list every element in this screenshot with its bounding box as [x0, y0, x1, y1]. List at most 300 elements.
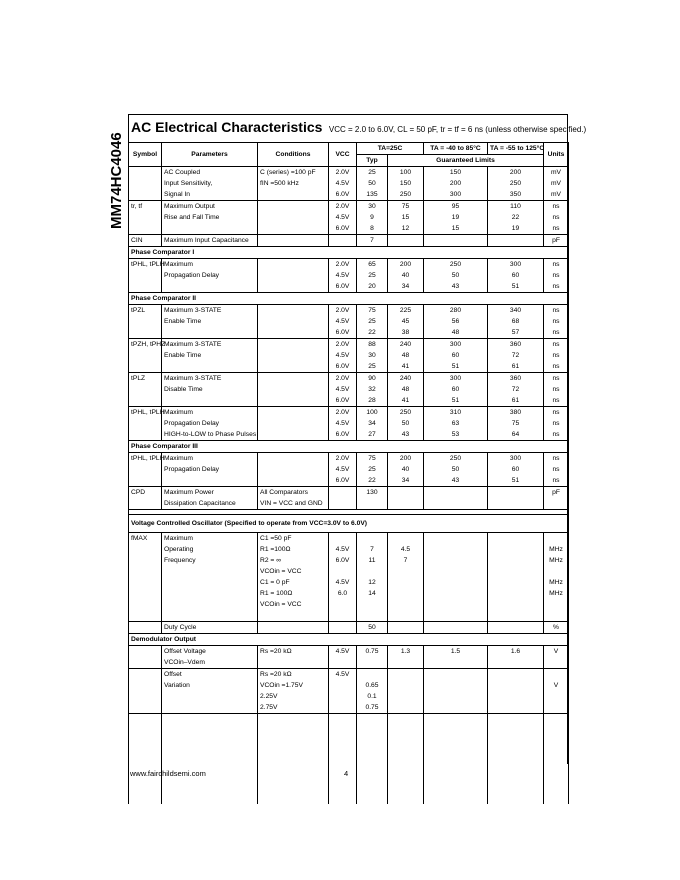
typ-value: 75	[368, 307, 376, 314]
l25-cell	[388, 235, 424, 247]
typ-cell	[357, 669, 388, 714]
vcc-cell	[329, 373, 357, 407]
l85-cell	[424, 339, 488, 373]
limit-125-value	[490, 657, 541, 668]
parameter-line: Duty Cycle	[164, 624, 197, 631]
units-value: ns	[552, 386, 560, 393]
units-value: mV	[550, 180, 562, 187]
limit-85-value: 63	[451, 420, 460, 427]
param-cell	[162, 646, 258, 669]
limit-25-value	[390, 588, 421, 599]
limit-125-value	[490, 702, 541, 713]
l85-cell	[424, 533, 488, 622]
limit-25-value: 38	[401, 329, 410, 336]
condition-line	[260, 395, 326, 406]
limit-125-value	[490, 669, 541, 680]
typ-value	[359, 498, 385, 509]
cond-cell	[258, 646, 329, 669]
param-cell	[162, 373, 258, 407]
condition-line: Rs =20 kΩ	[260, 671, 292, 678]
l85-cell	[424, 305, 488, 339]
parameter-line: Propagation Delay	[164, 466, 220, 473]
units-value: MHz	[549, 557, 563, 564]
param-cell	[162, 167, 258, 201]
param-cell	[162, 305, 258, 339]
limit-25-value: 34	[401, 283, 410, 290]
limit-85-value: 53	[451, 431, 460, 438]
parameter-line	[164, 566, 255, 577]
condition-line: C1 =50 pF	[260, 535, 292, 542]
table-row	[129, 339, 569, 373]
typ-cell	[357, 487, 388, 510]
header-conditions: Conditions	[258, 143, 329, 167]
typ-value: 75	[368, 455, 376, 462]
vcc-value	[331, 657, 354, 668]
typ-cell	[357, 373, 388, 407]
units-cell	[544, 646, 569, 669]
typ-value: 25	[368, 363, 376, 370]
limit-25-value: 1.3	[400, 648, 411, 655]
vcc-value: 4.5V	[335, 671, 350, 678]
condition-line: Rs =20 kΩ	[260, 648, 292, 655]
typ-value	[359, 599, 385, 610]
limit-85-value: 19	[451, 214, 460, 221]
condition-line	[260, 350, 326, 361]
limit-125-value: 19	[511, 225, 520, 232]
limit-85-value	[426, 702, 485, 713]
vcc-value: 4.5V	[335, 579, 350, 586]
vcc-value: 6.0V	[335, 283, 350, 290]
condition-line	[260, 464, 326, 475]
symbol-cell	[129, 622, 162, 634]
l25-cell	[388, 373, 424, 407]
limit-25-value	[390, 577, 421, 588]
condition-line	[260, 429, 326, 440]
limit-25-value: 15	[401, 214, 410, 221]
typ-cell	[357, 167, 388, 201]
limit-125-value	[490, 588, 541, 599]
vcc-cell	[329, 305, 357, 339]
l125-cell	[488, 339, 544, 373]
vcc-value	[331, 702, 354, 713]
typ-value: 25	[368, 272, 376, 279]
condition-line	[260, 305, 326, 316]
table-row	[129, 487, 569, 510]
parameter-line: Offset	[164, 671, 182, 678]
parameter-line: Rise and Fall Time	[164, 214, 220, 221]
condition-line	[260, 281, 326, 292]
limit-85-value	[426, 498, 485, 509]
condition-line: 2.25V	[260, 693, 278, 700]
vcc-value: 4.5V	[335, 180, 350, 187]
limit-125-value: 360	[509, 341, 522, 348]
vcc-cell	[329, 235, 357, 247]
limit-25-value: 7	[403, 557, 408, 564]
parameter-line	[164, 577, 255, 588]
condition-line	[260, 316, 326, 327]
units-value: ns	[552, 466, 560, 473]
limit-25-value	[390, 622, 421, 633]
cond-cell	[258, 167, 329, 201]
cond-cell	[258, 453, 329, 487]
units-value: pF	[552, 489, 560, 496]
limit-125-value	[490, 498, 541, 509]
limit-125-value: 75	[511, 420, 520, 427]
cond-cell	[258, 339, 329, 373]
limit-125-value: 110	[510, 203, 521, 210]
l25-cell	[388, 669, 424, 714]
limit-85-value	[426, 544, 485, 555]
typ-cell	[357, 235, 388, 247]
limit-125-value	[490, 577, 541, 588]
page-title: AC Electrical Characteristics	[131, 119, 323, 135]
vcc-value: 2.0V	[335, 203, 350, 210]
units-value: ns	[552, 431, 560, 438]
typ-value: 50	[368, 180, 376, 187]
parameter-line	[164, 691, 255, 702]
condition-line	[260, 201, 326, 212]
limit-125-value: 22	[511, 214, 520, 221]
limit-25-value: 200	[399, 261, 412, 268]
part-number: MM74HC4046	[108, 132, 125, 229]
vcc-cell	[329, 487, 357, 510]
vcc-value: 4.5V	[335, 214, 350, 221]
typ-value	[359, 533, 385, 544]
table-body	[129, 167, 569, 805]
l125-cell	[488, 533, 544, 622]
table-row	[129, 167, 569, 201]
l85-cell	[424, 487, 488, 510]
limit-85-value: 95	[451, 203, 460, 210]
limit-125-value	[490, 555, 541, 566]
limit-125-value: 300	[509, 261, 522, 268]
vcc-value: 4.5V	[335, 546, 350, 553]
typ-cell	[357, 305, 388, 339]
units-cell	[544, 339, 569, 373]
limit-85-value	[426, 588, 485, 599]
l125-cell	[488, 235, 544, 247]
parameter-line	[164, 223, 255, 234]
parameter-line: Frequency	[164, 557, 196, 564]
l25-cell	[388, 407, 424, 441]
parameter-line: VCOin–Vdem	[164, 659, 205, 666]
vcc-value: 2.0V	[335, 341, 350, 348]
vcc-value: 2.0V	[335, 375, 350, 382]
vcc-value: 2.0V	[335, 307, 350, 314]
parameter-line: Input Sensitivity,	[164, 180, 213, 187]
vcc-value: 6.0V	[335, 477, 350, 484]
header-ta85: TA = -40 to 85°C	[424, 143, 488, 155]
group-title: Phase Comparator II	[129, 293, 569, 305]
parameter-line: Disable Time	[164, 386, 203, 393]
cond-cell	[258, 407, 329, 441]
units-value: ns	[552, 352, 560, 359]
symbol-cell: tPHL, tPLH	[129, 407, 162, 441]
parameter-line: Maximum	[164, 535, 193, 542]
limit-25-value: 100	[399, 169, 412, 176]
typ-value: 8	[370, 225, 374, 232]
units-value	[546, 669, 566, 680]
units-value: ns	[552, 203, 560, 210]
cond-cell	[258, 373, 329, 407]
limit-85-value	[426, 622, 485, 633]
typ-cell	[357, 646, 388, 669]
limit-125-value: 60	[511, 272, 520, 279]
limit-25-value: 150	[399, 180, 412, 187]
section-header-row	[129, 515, 569, 533]
l85-cell	[424, 167, 488, 201]
limit-85-value: 300	[449, 191, 462, 198]
symbol-cell: CPD	[129, 487, 162, 510]
l125-cell	[488, 453, 544, 487]
limit-25-value: 200	[399, 455, 412, 462]
units-value: ns	[552, 214, 560, 221]
units-value: mV	[550, 169, 562, 176]
condition-line	[260, 259, 326, 270]
typ-cell	[357, 533, 388, 622]
cond-cell	[258, 533, 329, 622]
units-cell	[544, 201, 569, 235]
vcc-value: 4.5V	[335, 386, 350, 393]
limit-25-value: 43	[401, 431, 410, 438]
title-conditions: VCC = 2.0 to 6.0V, CL = 50 pF, tr = tf = 6 ns (unless otherwise specified.)	[328, 125, 587, 134]
units-value: V	[553, 648, 559, 655]
typ-value: 90	[368, 375, 376, 382]
table-row	[129, 407, 569, 441]
condition-line	[260, 339, 326, 350]
typ-value: 34	[368, 420, 376, 427]
typ-value: 88	[368, 341, 376, 348]
condition-line	[260, 235, 326, 246]
vcc-value: 2.0V	[335, 409, 350, 416]
limit-125-value	[490, 622, 541, 633]
parameter-line: Dissipation Capacitance	[164, 500, 236, 507]
l85-cell	[424, 669, 488, 714]
condition-line	[260, 418, 326, 429]
limit-25-value: 48	[401, 352, 410, 359]
vcc-cell	[329, 201, 357, 235]
units-cell	[544, 305, 569, 339]
typ-value: 27	[368, 431, 376, 438]
param-cell	[162, 669, 258, 714]
vcc-value: 4.5V	[335, 648, 350, 655]
param-cell	[162, 235, 258, 247]
parameter-line: Signal In	[164, 191, 191, 198]
l25-cell	[388, 622, 424, 634]
cond-cell	[258, 669, 329, 714]
limit-125-value: 200	[509, 169, 522, 176]
param-cell	[162, 339, 258, 373]
vcc-value: 4.5V	[335, 466, 350, 473]
condition-line: R1 =100Ω	[260, 546, 291, 553]
units-value	[546, 599, 566, 610]
l85-cell	[424, 235, 488, 247]
condition-line	[260, 270, 326, 281]
vcc-value: 4.5V	[335, 272, 350, 279]
limit-25-value	[390, 669, 421, 680]
typ-cell	[357, 259, 388, 293]
vcc-value: 6.0V	[335, 329, 350, 336]
typ-value: 25	[368, 466, 376, 473]
units-value	[546, 566, 566, 577]
typ-cell	[357, 407, 388, 441]
typ-value: 130	[366, 489, 378, 496]
side-title	[108, 114, 126, 229]
condition-line	[260, 453, 326, 464]
vcc-value	[331, 487, 354, 498]
l25-cell	[388, 339, 424, 373]
limit-85-value: 300	[449, 375, 462, 382]
header-typ: Typ	[357, 155, 388, 167]
l25-cell	[388, 533, 424, 622]
limit-85-value: 60	[451, 386, 460, 393]
condition-line	[260, 327, 326, 338]
group-title: Voltage Controlled Oscillator (Specified to operate from VCC=3.0V to 6.0V)	[129, 515, 569, 533]
typ-value: 32	[368, 386, 376, 393]
limit-125-value: 61	[511, 397, 520, 404]
parameter-line: Maximum	[164, 409, 193, 416]
limit-125-value	[490, 599, 541, 610]
condition-line	[260, 622, 326, 633]
limit-125-value	[490, 544, 541, 555]
limit-125-value: 300	[509, 455, 522, 462]
parameter-line	[164, 610, 255, 621]
limit-85-value: 50	[451, 272, 460, 279]
limit-25-value: 250	[399, 191, 412, 198]
l125-cell	[488, 646, 544, 669]
typ-value: 0.65	[365, 682, 379, 689]
limit-25-value	[390, 566, 421, 577]
condition-line	[260, 373, 326, 384]
units-value: %	[553, 624, 559, 631]
cond-cell	[258, 305, 329, 339]
units-value	[546, 702, 566, 713]
vcc-value: 6.0V	[335, 397, 350, 404]
cond-cell	[258, 622, 329, 634]
parameter-line: Offset Voltage	[164, 648, 206, 655]
units-cell	[544, 453, 569, 487]
vcc-cell	[329, 339, 357, 373]
units-cell	[544, 259, 569, 293]
parameter-line: AC Coupled	[164, 169, 201, 176]
limit-25-value	[390, 487, 421, 498]
l25-cell	[388, 453, 424, 487]
parameter-line: Maximum Output	[164, 203, 215, 210]
l125-cell	[488, 373, 544, 407]
vcc-value	[331, 498, 354, 509]
condition-line	[260, 212, 326, 223]
limit-85-value	[426, 577, 485, 588]
units-value: ns	[552, 341, 560, 348]
units-cell	[544, 533, 569, 622]
table-empty-space	[129, 714, 569, 805]
units-value: ns	[552, 283, 560, 290]
limit-25-value: 48	[401, 386, 410, 393]
l125-cell	[488, 305, 544, 339]
limit-25-value: 4.5	[400, 546, 411, 553]
l125-cell	[488, 167, 544, 201]
vcc-value: 6.0V	[335, 557, 350, 564]
limit-125-value: 68	[511, 318, 520, 325]
table-row	[129, 305, 569, 339]
condition-line: VIN = VCC and GND	[260, 500, 323, 507]
typ-value: 50	[368, 624, 376, 631]
parameter-line	[164, 588, 255, 599]
vcc-value	[331, 680, 354, 691]
symbol-cell	[129, 669, 162, 714]
units-cell	[544, 235, 569, 247]
typ-value: 9	[370, 214, 374, 221]
parameter-line: Maximum	[164, 455, 193, 462]
parameter-line: Maximum	[164, 261, 193, 268]
parameter-line: Propagation Delay	[164, 420, 220, 427]
group-title: Phase Comparator III	[129, 441, 569, 453]
typ-value	[359, 566, 385, 577]
symbol-cell: tr, tf	[129, 201, 162, 235]
condition-line	[260, 657, 326, 668]
limit-85-value: 280	[449, 307, 462, 314]
limit-125-value	[490, 680, 541, 691]
condition-line: C1 = 0 pF	[260, 579, 290, 586]
typ-cell	[357, 453, 388, 487]
limit-85-value	[426, 669, 485, 680]
units-value: ns	[552, 409, 560, 416]
limit-25-value	[390, 235, 421, 246]
vcc-value: 4.5V	[335, 318, 350, 325]
l125-cell	[488, 487, 544, 510]
limit-85-value: 150	[449, 169, 462, 176]
limit-85-value: 50	[451, 466, 460, 473]
group-header-row	[129, 293, 569, 305]
parameter-line	[164, 599, 255, 610]
condition-line: VCOin = VCC	[260, 601, 302, 608]
units-value: ns	[552, 272, 560, 279]
cond-cell	[258, 259, 329, 293]
vcc-value: 6.0V	[335, 191, 350, 198]
l85-cell	[424, 259, 488, 293]
l85-cell	[424, 646, 488, 669]
param-cell	[162, 201, 258, 235]
limit-25-value	[390, 702, 421, 713]
header-units: Units	[544, 143, 569, 167]
ac-characteristics-table	[128, 142, 569, 804]
typ-value: 7	[370, 237, 374, 244]
parameter-line: Maximum 3-STATE	[164, 375, 222, 382]
l125-cell	[488, 407, 544, 441]
limit-25-value: 40	[401, 272, 410, 279]
limit-125-value: 61	[511, 363, 520, 370]
condition-line	[260, 407, 326, 418]
limit-85-value	[426, 235, 485, 246]
typ-value: 28	[368, 397, 376, 404]
limit-25-value: 50	[401, 420, 410, 427]
units-value: ns	[552, 363, 560, 370]
units-value: MHz	[549, 546, 563, 553]
header-guaranteed: Guaranteed Limits	[388, 155, 544, 167]
units-value	[546, 498, 566, 509]
typ-value: 12	[368, 579, 376, 586]
typ-value	[359, 657, 385, 668]
parameter-line: Maximum Power	[164, 489, 214, 496]
param-cell	[162, 407, 258, 441]
limit-85-value: 250	[449, 455, 462, 462]
limit-25-value: 240	[399, 341, 412, 348]
param-cell	[162, 622, 258, 634]
symbol-cell: tPZL	[129, 305, 162, 339]
symbol-cell: CIN	[129, 235, 162, 247]
table-row	[129, 453, 569, 487]
limit-125-value	[490, 235, 541, 246]
